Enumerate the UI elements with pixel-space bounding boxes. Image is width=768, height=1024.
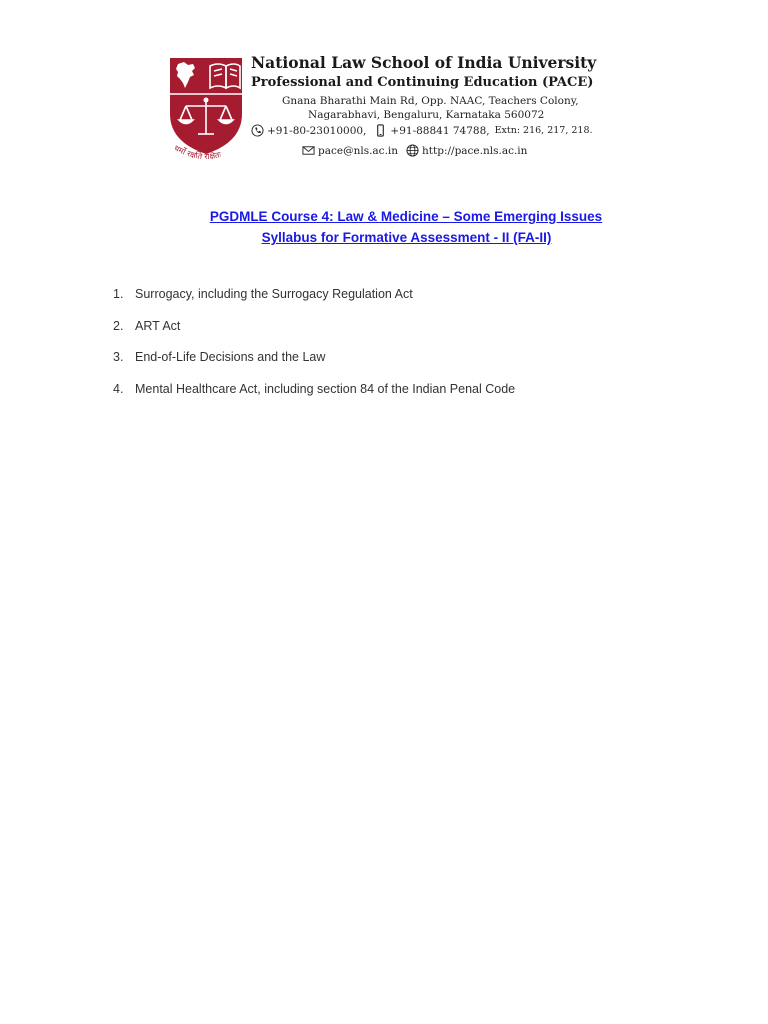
email-web-row: [302, 144, 527, 157]
item-text: Surrogacy, including the Surrogacy Regulation Act: [135, 287, 413, 301]
phone-row: [251, 124, 593, 137]
svg-text:धर्मो रक्षति रक्षितः: धर्मो रक्षति रक्षितः: [172, 143, 222, 162]
mobile-phone-icon: [374, 124, 387, 137]
envelope-icon: [302, 144, 315, 157]
item-number: 1.: [113, 287, 124, 301]
letterhead: [160, 48, 597, 170]
globe-icon: [406, 144, 419, 157]
website-url: http://pace.nls.ac.in: [422, 144, 528, 157]
phone-icon: [251, 124, 264, 137]
item-number: 2.: [113, 318, 124, 333]
item-number: 3.: [113, 350, 124, 364]
syllabus-item: [113, 287, 515, 319]
university-name: National Law School of India University: [251, 53, 597, 72]
email-address: pace@nls.ac.in: [318, 144, 399, 157]
syllabus-item: [113, 319, 515, 351]
address-line-2: Nagarabhavi, Bengaluru, Karnataka 560072: [308, 109, 545, 121]
phone-number: +91-80-23010000,: [267, 124, 367, 137]
extension-numbers: Extn: 216, 217, 218.: [494, 125, 593, 136]
syllabus-title[interactable]: Syllabus for Formative Assessment - II (FA-II): [261, 230, 552, 245]
course-title[interactable]: PGDMLE Course 4: Law & Medicine – Some Emerging Issues: [209, 209, 603, 224]
syllabus-list: [113, 287, 515, 413]
item-text: ART Act: [135, 318, 181, 333]
syllabus-item: [113, 382, 515, 414]
item-text: Mental Healthcare Act, including section 84 of the Indian Penal Code: [135, 381, 516, 396]
nlsiu-emblem-logo: [164, 54, 248, 166]
syllabus-item: [113, 350, 515, 382]
department-name: Professional and Continuing Education (PACE): [251, 75, 594, 90]
item-text: End-of-Life Decisions and the Law: [135, 350, 326, 364]
mobile-number: +91-88841 74788,: [390, 124, 490, 137]
address-line-1: Gnana Bharathi Main Rd, Opp. NAAC, Teachers Colony,: [282, 95, 579, 107]
item-number: 4.: [113, 381, 124, 396]
